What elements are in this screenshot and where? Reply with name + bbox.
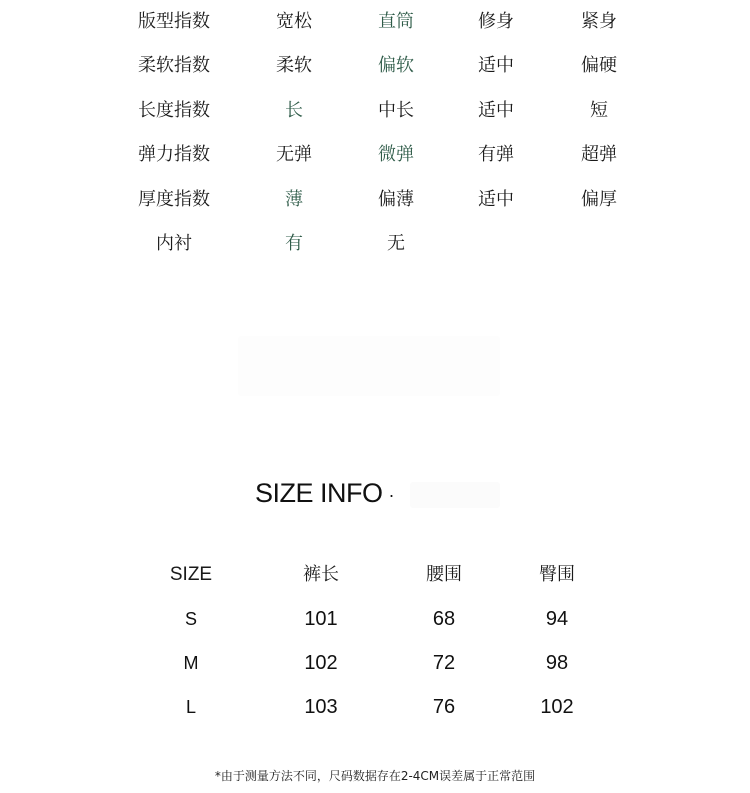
- attribute-option: 偏薄: [378, 189, 414, 210]
- attribute-option: 无: [387, 233, 405, 254]
- column-header-size: SIZE: [169, 564, 213, 585]
- waist-value: 76: [432, 696, 456, 718]
- hip-value: 98: [545, 652, 569, 674]
- attribute-label: 弹力指数: [138, 144, 210, 165]
- attribute-row-elasticity: [0, 140, 750, 170]
- attribute-option: 超弹: [581, 144, 617, 165]
- attribute-option-selected: 微弹: [378, 144, 414, 165]
- size-label: S: [184, 609, 197, 629]
- attribute-option: 宽松: [276, 11, 312, 32]
- table-row: [0, 692, 750, 722]
- attribute-row-softness: [0, 51, 750, 81]
- attribute-label: 厚度指数: [138, 189, 210, 210]
- attribute-option-selected: 有: [285, 233, 303, 254]
- table-row: [0, 604, 750, 634]
- attribute-label: 内衬: [156, 233, 192, 254]
- length-value: 101: [304, 608, 338, 630]
- attribute-option: 柔软: [276, 55, 312, 76]
- attribute-option: 修身: [478, 11, 514, 32]
- attribute-option: 无弹: [276, 144, 312, 165]
- attribute-option: 适中: [478, 100, 514, 121]
- size-label: L: [185, 697, 196, 717]
- hip-value: 102: [540, 696, 574, 718]
- attribute-option: 偏厚: [581, 189, 617, 210]
- hip-value: 94: [545, 608, 569, 630]
- attribute-label: 版型指数: [138, 11, 210, 32]
- attribute-row-thickness: [0, 185, 750, 215]
- column-header-waist: 腰围: [426, 564, 462, 585]
- attribute-option: 紧身: [581, 11, 617, 32]
- waist-value: 72: [432, 652, 456, 674]
- attribute-option-selected: 薄: [285, 189, 303, 210]
- length-value: 102: [304, 652, 338, 674]
- attribute-option: 短: [590, 100, 608, 121]
- attribute-label: 柔软指数: [138, 55, 210, 76]
- attribute-option-selected: 偏软: [378, 55, 414, 76]
- table-row: [0, 648, 750, 678]
- column-header-hip: 臀围: [539, 564, 575, 585]
- attribute-row-lining: [0, 229, 750, 259]
- attribute-label: 长度指数: [138, 100, 210, 121]
- column-header-length: 裤长: [303, 564, 339, 585]
- attribute-option: 中长: [378, 100, 414, 121]
- attribute-row-length: [0, 96, 750, 126]
- attribute-option-selected: 长: [285, 100, 303, 121]
- size-table-header: [0, 560, 750, 590]
- attribute-option-selected: 直筒: [378, 11, 414, 32]
- attribute-row-fit: [0, 7, 750, 37]
- length-value: 103: [304, 696, 338, 718]
- size-info-title: SIZE INFO: [255, 478, 383, 508]
- blank-image-placeholder: [238, 336, 500, 396]
- waist-value: 68: [432, 608, 456, 630]
- size-info-heading: [255, 476, 394, 512]
- measurement-footnote: *由于测量方法不同，尺码数据存在2-4CM误差属于正常范围: [214, 769, 536, 783]
- blank-title-placeholder: [410, 482, 500, 508]
- attribute-option: 适中: [478, 55, 514, 76]
- title-dot: ·: [388, 484, 395, 505]
- attribute-option: 适中: [478, 189, 514, 210]
- attribute-option: 偏硬: [581, 55, 617, 76]
- attribute-option: 有弹: [478, 144, 514, 165]
- size-label: M: [183, 653, 199, 673]
